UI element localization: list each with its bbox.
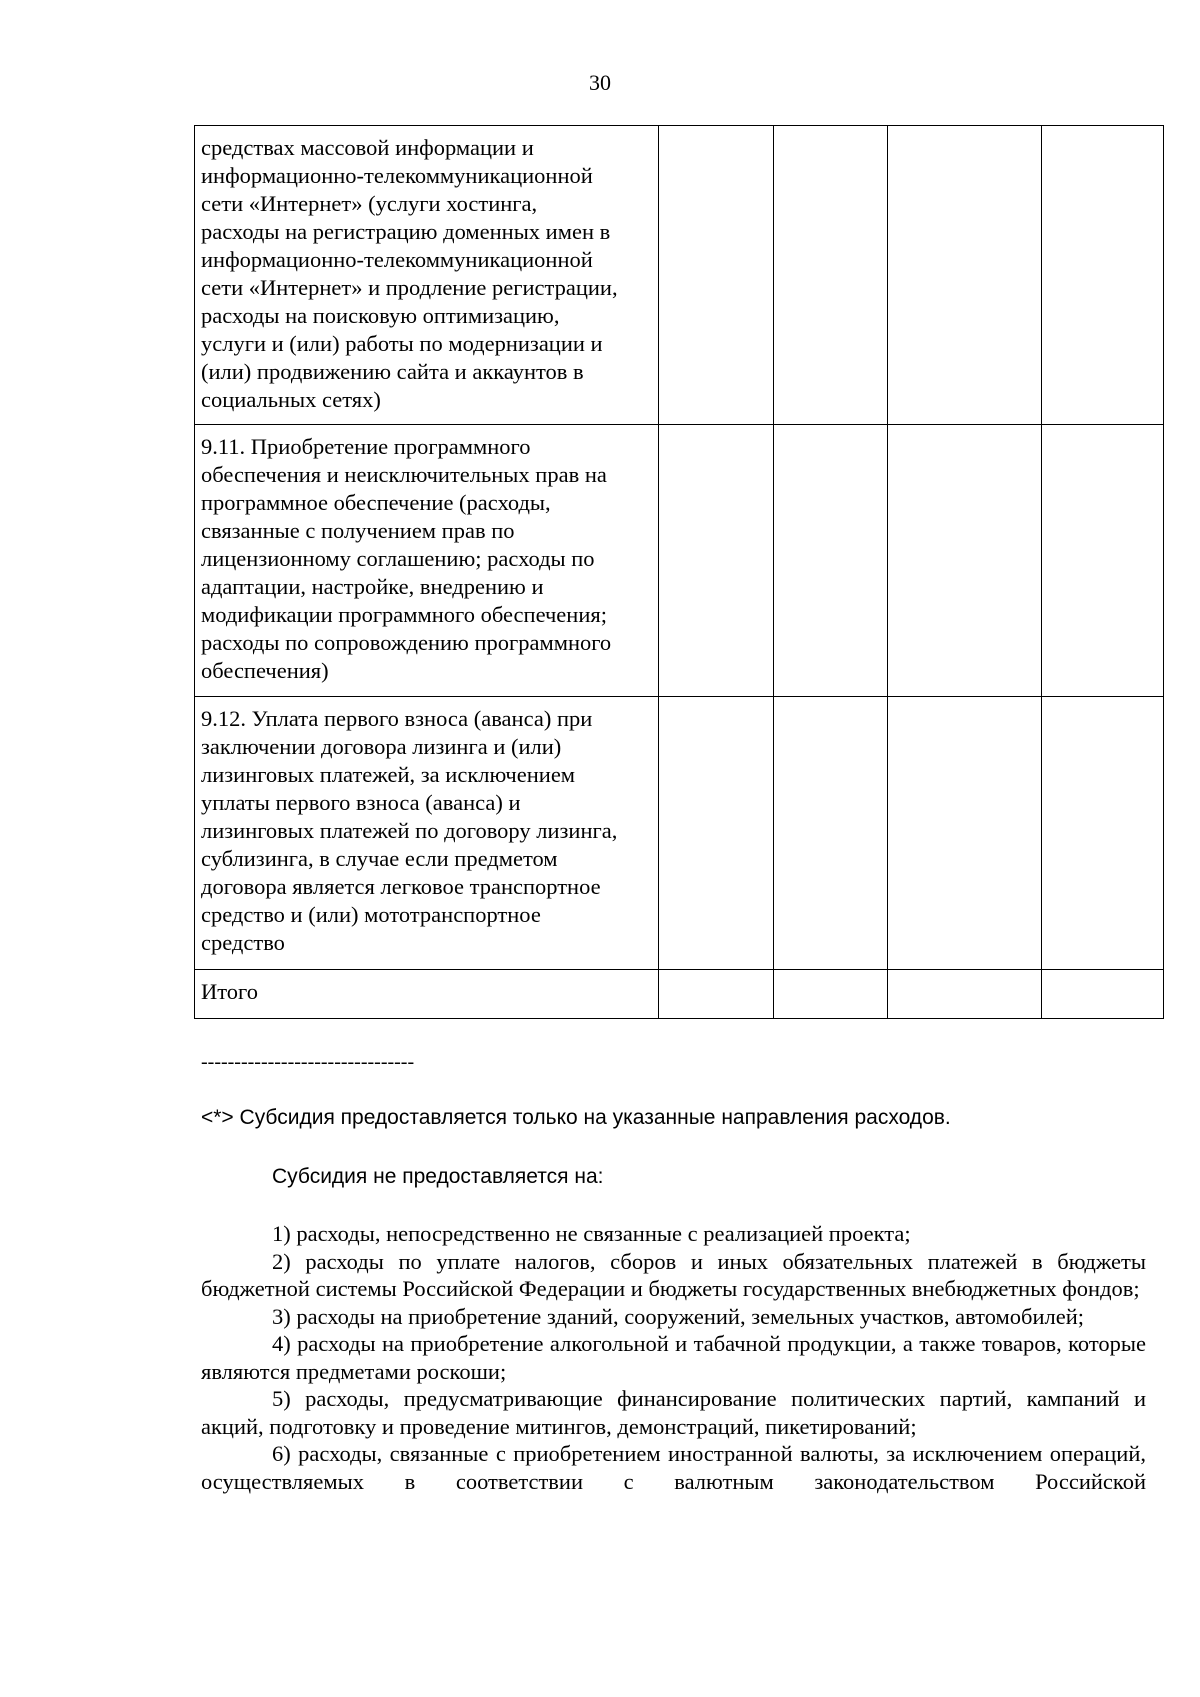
table-cell — [659, 697, 774, 970]
table-cell — [888, 126, 1042, 425]
total-row — [195, 970, 1164, 1019]
table-cell — [1042, 970, 1164, 1019]
exclusions-list — [201, 1220, 1146, 1495]
table-row — [195, 126, 1164, 425]
table-cell — [659, 970, 774, 1019]
footnote-note: <*> Субсидия предоставляется только на указанные направления расходов. — [201, 1106, 951, 1129]
total-label: Итого — [195, 970, 659, 1019]
table-cell — [774, 126, 888, 425]
table-cell — [659, 425, 774, 697]
expense-directions-table — [194, 125, 1164, 1019]
table-cell — [774, 425, 888, 697]
not-provided-heading: Субсидия не предоставляется на: — [272, 1165, 604, 1188]
table-cell — [888, 425, 1042, 697]
list-item: 3) расходы на приобретение зданий, сооружений, земельных участков, автомобилей; — [272, 1303, 1084, 1329]
table-cell — [888, 970, 1042, 1019]
list-item: 1) расходы, непосредственно не связанные с реализацией проекта; — [272, 1221, 911, 1246]
list-item: 4) расходы на приобретение алкогольной и табачной продукции, а также товаров, которые являются предметами роскоши; — [201, 1331, 1146, 1384]
table-cell — [774, 970, 888, 1019]
row-description: 9.12. Уплата первого взноса (аванса) при заключении договора лизинга и (или) лизинговых платежей, за исключением уплаты первого взноса (аванса) и лизинговых платежей по договору лизинга, сублизинга, в случае если предметом договора является легковое транспортное средство и (или) мототранспортное средство — [195, 697, 659, 970]
table-cell — [774, 697, 888, 970]
table-cell — [888, 697, 1042, 970]
table-cell — [1042, 697, 1164, 970]
list-item: 2) расходы по уплате налогов, сборов и иных обязательных платежей в бюджеты бюджетной системы Российской Федерации и бюджеты государственных внебюджетных фондов; — [201, 1248, 1146, 1301]
footnote-separator: -------------------------------- — [201, 1051, 415, 1073]
row-description: 9.11. Приобретение программного обеспечения и неисключительных прав на программное обеспечение (расходы, связанные с получением прав по лицензионному соглашению; расходы по адаптации, настройке, внедрению и модификации программного обеспечения; расходы по сопровождению программного обеспечения) — [195, 425, 659, 697]
page-number: 30 — [589, 70, 611, 95]
table-cell — [659, 126, 774, 425]
table-row — [195, 697, 1164, 970]
list-item: 6) расходы, связанные с приобретением иностранной валюты, за исключением операций, осуществляемых в соответствии с валютным законодательством Российской — [201, 1441, 1146, 1494]
table-cell — [1042, 425, 1164, 697]
row-description: средствах массовой информации и информационно-телекоммуникационной сети «Интернет» (услуги хостинга, расходы на регистрацию доменных имен в информационно-телекоммуникационной сети «Интернет» и продление регистрации, расходы на поисковую оптимизацию, услуги и (или) работы по модернизации и (или) продвижению сайта и аккаунтов в социальных сетях) — [195, 126, 659, 425]
list-item: 5) расходы, предусматривающие финансирование политических партий, кампаний и акций, подготовку и проведение митингов, демонстраций, пикетирований; — [201, 1386, 1146, 1439]
table-cell — [1042, 126, 1164, 425]
table-row — [195, 425, 1164, 697]
